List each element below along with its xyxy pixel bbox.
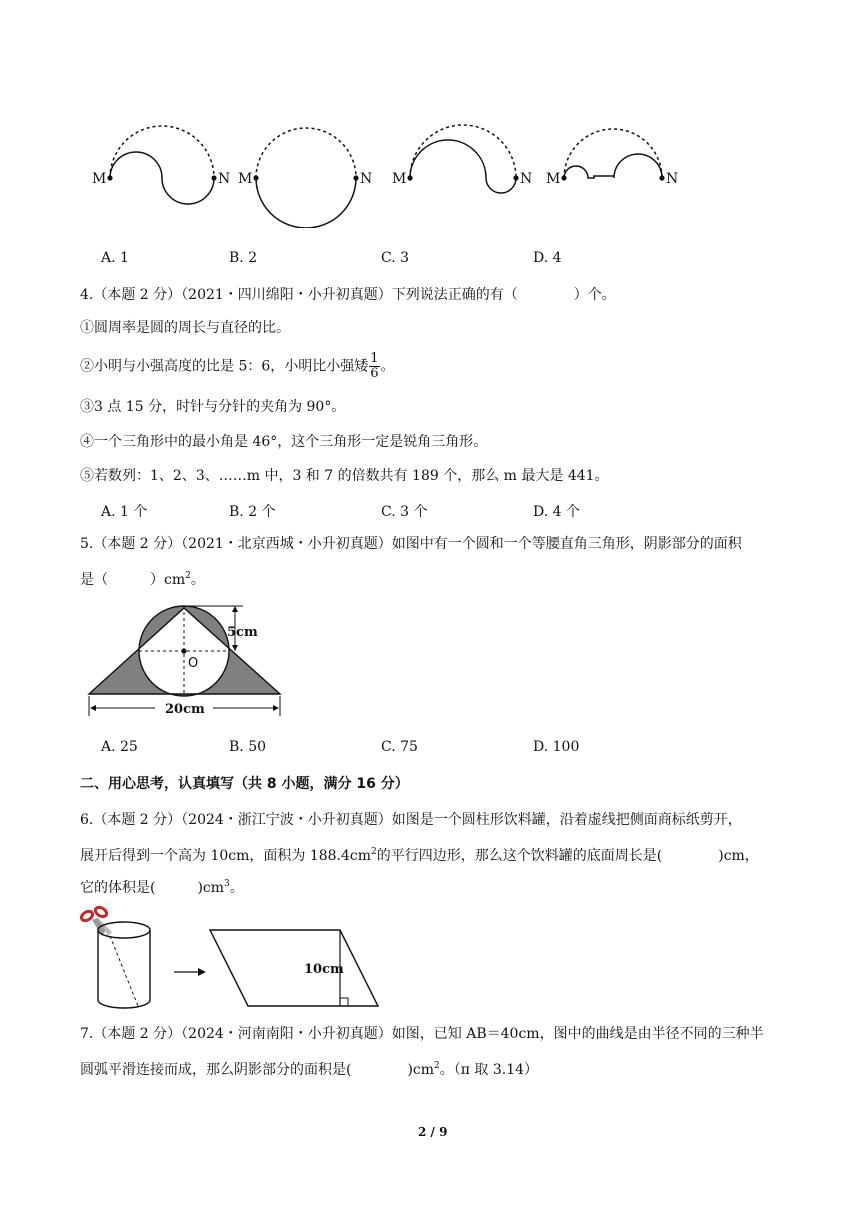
q5-line-2: 是（ ）$cm^2$。 bbox=[80, 571, 205, 588]
scissors-icon bbox=[80, 906, 112, 936]
label-20cm: 20cm bbox=[165, 702, 205, 717]
q5-line-1: 5.（本题 2 分）（2021・北京西城・小升初真题）如图中有一个圆和一个等腰直角三角形，阴影部分的面积 bbox=[80, 536, 742, 552]
label-10cm: 10cm bbox=[304, 962, 344, 977]
q3-option-d: D. 4 bbox=[533, 250, 562, 266]
q4-option-b: B. 2 个 bbox=[229, 504, 276, 520]
label-n: N bbox=[666, 171, 679, 187]
q3-option-c: C. 3 bbox=[381, 250, 410, 266]
q7-line-1: 7.（本题 2 分）（2024・河南南阳・小升初真题）如图，已知 AB＝40cm，图中的曲线是由半径不同的三种半 bbox=[80, 1026, 764, 1042]
q4-statement-3: ③3 点 15 分，时针与分针的夹角为 90°。 bbox=[80, 399, 346, 415]
q4-option-c: C. 3 个 bbox=[381, 504, 428, 520]
q5-option-b: B. 50 bbox=[229, 739, 267, 755]
q6-line-3: 它的体积是( )$cm^3$。 bbox=[80, 879, 244, 896]
q6-line-2: 展开后得到一个高为 10cm，面积为 $188.4cm^2$的平行四边形，那么这个饮料罐的底面周长是( )cm， bbox=[80, 847, 759, 864]
q4-option-d: D. 4 个 bbox=[533, 504, 580, 520]
label-n: N bbox=[360, 171, 373, 187]
q6-figure bbox=[78, 902, 388, 1012]
label-5cm: 5cm bbox=[227, 625, 258, 640]
q4-option-a: A. 1 个 bbox=[101, 504, 148, 520]
label-m: M bbox=[392, 171, 407, 187]
label-m: M bbox=[238, 171, 253, 187]
q4-stem: 4.（本题 2 分）（2021・四川绵阳・小升初真题）下列说法正确的有（ ）个。 bbox=[80, 287, 616, 303]
q4-statement-5: ⑤若数列：1、2、3、……m 中，3 和 7 的倍数共有 189 个，那么 m 最大是 441。 bbox=[80, 468, 609, 484]
label-n: N bbox=[218, 171, 231, 187]
q6-line-1: 6.（本题 2 分）（2024・浙江宁波・小升初真题）如图是一个圆柱形饮料罐，沿着虚线把侧面商标纸剪开， bbox=[80, 812, 742, 828]
q5-option-a: A. 25 bbox=[101, 739, 138, 755]
q3-figure bbox=[80, 118, 700, 228]
q5-option-d: D. 100 bbox=[533, 739, 580, 755]
label-n: N bbox=[520, 171, 533, 187]
q4-statement-2: ②小明与小强高度的比是 5：6，小明比小强矮 $\frac{1}{6}$ 。 bbox=[80, 351, 395, 381]
fraction: $\frac{1}{6}$ bbox=[370, 351, 379, 381]
q4-statement-1: ①圆周率是圆的周长与直径的比。 bbox=[80, 320, 290, 336]
label-o: O bbox=[188, 656, 199, 671]
q5-option-c: C. 75 bbox=[381, 739, 418, 755]
q7-line-2: 圆弧平滑连接而成，那么阴影部分的面积是( )$cm^2$。（π 取 3.14） bbox=[80, 1061, 539, 1078]
label-m: M bbox=[546, 171, 561, 187]
section-title: 二、用心思考，认真填写（共 8 小题，满分 16 分） bbox=[80, 776, 409, 792]
q5-figure bbox=[85, 604, 290, 724]
q3-option-a: A. 1 bbox=[101, 250, 129, 266]
label-m: M bbox=[92, 171, 107, 187]
page-number: 2 / 9 bbox=[418, 1125, 448, 1139]
q4-statement-4: ④一个三角形中的最小角是 46°，这个三角形一定是锐角三角形。 bbox=[80, 434, 488, 450]
q3-option-b: B. 2 bbox=[229, 250, 258, 266]
